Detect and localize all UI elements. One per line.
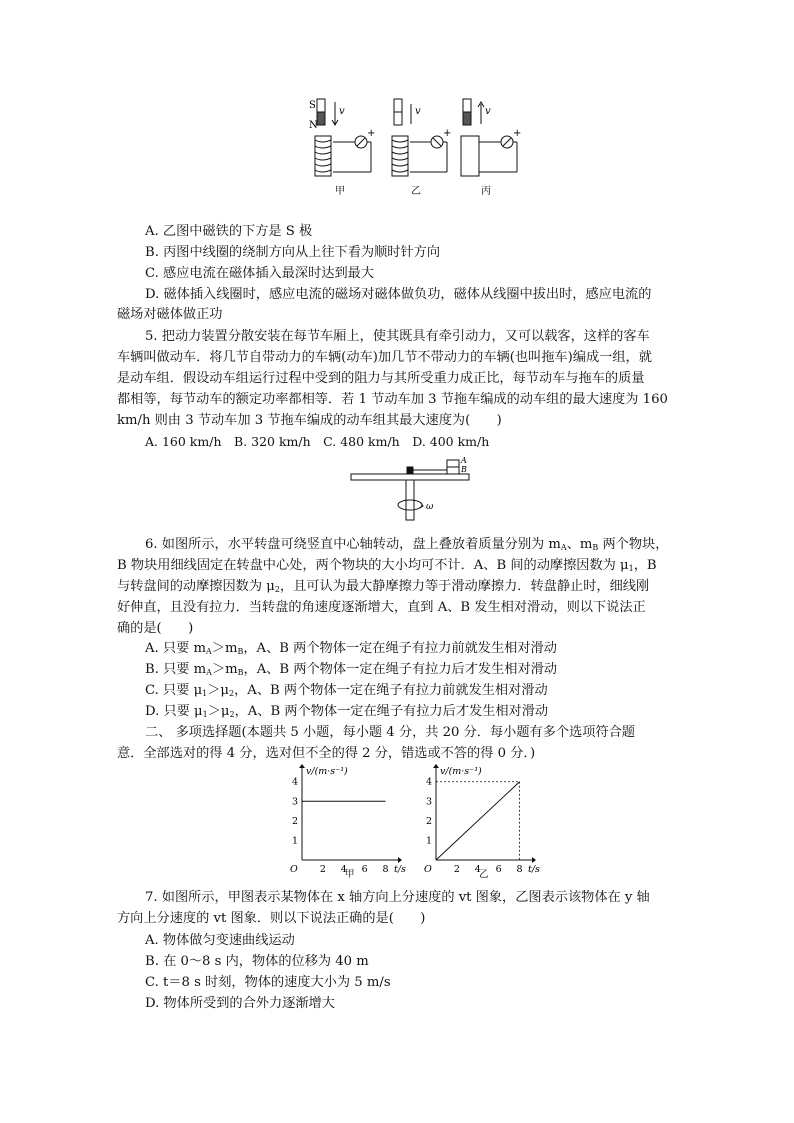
y-tick-label: 3 bbox=[426, 796, 433, 808]
q6-option-b: B. 只要 $m_A>m_B$，A、B 两个物体一定在绳子有拉力后才发生相对滑动 bbox=[145, 662, 558, 677]
label-block-b: B bbox=[461, 465, 467, 474]
q5-line-3: 是动车组．假设动车组运行过程中受到的阻力与其所受重力成正比，每节动车与拖车的质量 bbox=[117, 371, 645, 386]
q7-option-d: D. 物体所受到的合外力逐渐增大 bbox=[145, 996, 335, 1011]
q6-line-1: 6. 如图所示，水平转盘可绕竖直中心轴转动，盘上叠放着质量分别为 $m_A$、$m_B$ 两个物块， bbox=[145, 537, 669, 552]
magnet-coil-figure bbox=[305, 96, 520, 200]
vt-chart-yi bbox=[420, 760, 540, 880]
q4-option-c: C. 感应电流在磁体插入最深时达到最大 bbox=[145, 266, 375, 281]
series-line bbox=[436, 782, 520, 860]
vt-chart-jia bbox=[286, 760, 406, 880]
chart-caption: 甲 bbox=[345, 869, 355, 880]
turntable-figure bbox=[350, 455, 475, 527]
q7-line-2: 方向上分速度的 vt 图象．则以下说法正确的是( ) bbox=[117, 911, 426, 926]
vt-chart-yi-svg bbox=[420, 760, 540, 880]
label-s: S bbox=[309, 100, 316, 111]
q7-option-a: A. 物体做匀变速曲线运动 bbox=[145, 933, 295, 948]
q5-line-2: 车辆叫做动车．将几节自带动力的车辆(动车)加几节不带动力的车辆(也叫拖车)编成一组，就 bbox=[117, 350, 652, 365]
x-tick-label: 8 bbox=[516, 864, 523, 875]
y-tick-label: 2 bbox=[426, 815, 433, 827]
x-axis-arrow bbox=[398, 857, 402, 863]
q4-option-d-cont: 磁场对磁体做正功 bbox=[117, 307, 223, 322]
y-tick-label: 3 bbox=[292, 796, 299, 808]
label-omega: ω bbox=[426, 502, 434, 512]
q6-line-3: 与转盘间的动摩擦因数为 $\mu_2$，且可认为最大静摩擦力等于滑动摩擦力．转盘静止时，细线刚 bbox=[117, 579, 650, 594]
section2-line-2: 意．全部选对的得 4 分，选对但不全的得 2 分，错选或不答的得 0 分．) bbox=[117, 746, 536, 761]
origin-label: O bbox=[424, 864, 432, 875]
q4-option-a: A. 乙图中磁铁的下方是 S 极 bbox=[145, 224, 313, 239]
label-v-jia: v bbox=[339, 106, 345, 117]
q7-line-1: 7. 如图所示，甲图表示某物体在 x 轴方向上分速度的 vt 图象，乙图表示该物体在 y 轴 bbox=[145, 890, 650, 905]
label-block-a: A bbox=[461, 456, 467, 465]
caption-bing: 丙 bbox=[481, 186, 491, 197]
q5-options: A. 160 km/h B. 320 km/h C. 480 km/h D. 400 km/h bbox=[145, 434, 490, 449]
caption-jia: 甲 bbox=[335, 186, 345, 197]
y-tick-label: 1 bbox=[292, 835, 299, 847]
x-tick-label: 4 bbox=[474, 864, 481, 875]
x-axis-label: t/s bbox=[528, 864, 540, 875]
q4-option-b: B. 丙图中线圈的绕制方向从上往下看为顺时针方向 bbox=[145, 245, 441, 260]
q6-option-a: A. 只要 $m_A>m_B$，A、B 两个物体一定在绳子有拉力前就发生相对滑动 bbox=[145, 641, 557, 656]
section2-line-1: 二、 多项选择题(本题共 5 小题，每小题 4 分，共 20 分．每小题有多个选项符合题 bbox=[145, 725, 636, 740]
y-axis-arrow bbox=[433, 764, 439, 768]
q7-option-b: B. 在 0～8 s 内，物体的位移为 40 m bbox=[145, 954, 369, 969]
caption-yi: 乙 bbox=[411, 186, 421, 197]
x-axis-label: t/s bbox=[394, 864, 406, 875]
q7-option-c: C. t＝8 s 时刻，物体的速度大小为 5 m/s bbox=[145, 975, 391, 990]
label-v-bing: v bbox=[485, 106, 491, 117]
q6-option-c: C. 只要 $\mu_1>\mu_2$，A、B 两个物体一定在绳子有拉力前就发生相对滑动 bbox=[145, 683, 548, 698]
x-tick-label: 2 bbox=[319, 864, 326, 875]
y-axis-label: v/(m·s⁻¹) bbox=[440, 766, 482, 777]
x-tick-label: 6 bbox=[495, 864, 502, 875]
q4-option-d: D. 磁体插入线圈时，感应电流的磁场对磁体做负功，磁体从线圈中拔出时，感应电流的 bbox=[145, 287, 652, 302]
x-tick-label: 4 bbox=[340, 864, 347, 875]
y-axis-arrow bbox=[299, 764, 305, 768]
q5-line-5: km/h 则由 3 节动车加 3 节拖车编成的动车组其最大速度为( ) bbox=[117, 413, 502, 428]
y-axis-label: v/(m·s⁻¹) bbox=[306, 766, 348, 777]
x-axis-arrow bbox=[532, 857, 536, 863]
y-tick-label: 4 bbox=[292, 776, 299, 788]
label-n: N bbox=[309, 120, 318, 131]
chart-caption: 乙 bbox=[479, 869, 489, 880]
q5-line-4: 都相等，每节动车的额定功率都相等．若 1 节动车加 3 节拖车编成的动车组的最大速度为 160 bbox=[117, 392, 668, 407]
q6-line-4: 好伸直，且没有拉力．当转盘的角速度逐渐增大，直到 A、B 发生相对滑动，则以下说法正 bbox=[117, 600, 646, 615]
x-tick-label: 6 bbox=[361, 864, 368, 875]
vt-chart-jia-svg bbox=[286, 760, 406, 880]
label-plus-yi: + bbox=[443, 128, 452, 139]
q6-option-d: D. 只要 $\mu_1>\mu_2$，A、B 两个物体一定在绳子有拉力后才发生相对滑动 bbox=[145, 704, 549, 719]
q6-line-5: 确的是( ) bbox=[117, 621, 194, 636]
y-tick-label: 1 bbox=[426, 835, 433, 847]
label-plus-jia: + bbox=[367, 128, 376, 139]
q6-line-2: B 物块用细线固定在转盘中心处，两个物块的大小均可不计．A、B 间的动摩擦因数为 $\mu_1$，B bbox=[117, 558, 657, 573]
x-tick-label: 2 bbox=[453, 864, 460, 875]
label-v-yi: v bbox=[415, 106, 421, 117]
origin-label: O bbox=[290, 864, 298, 875]
x-tick-label: 8 bbox=[382, 864, 389, 875]
y-tick-label: 4 bbox=[426, 776, 433, 788]
q5-line-1: 5. 把动力装置分散安装在每节车厢上，使其既具有牵引动力，又可以载客，这样的客车 bbox=[145, 329, 650, 344]
label-plus-bing: + bbox=[513, 128, 522, 139]
y-tick-label: 2 bbox=[292, 815, 299, 827]
